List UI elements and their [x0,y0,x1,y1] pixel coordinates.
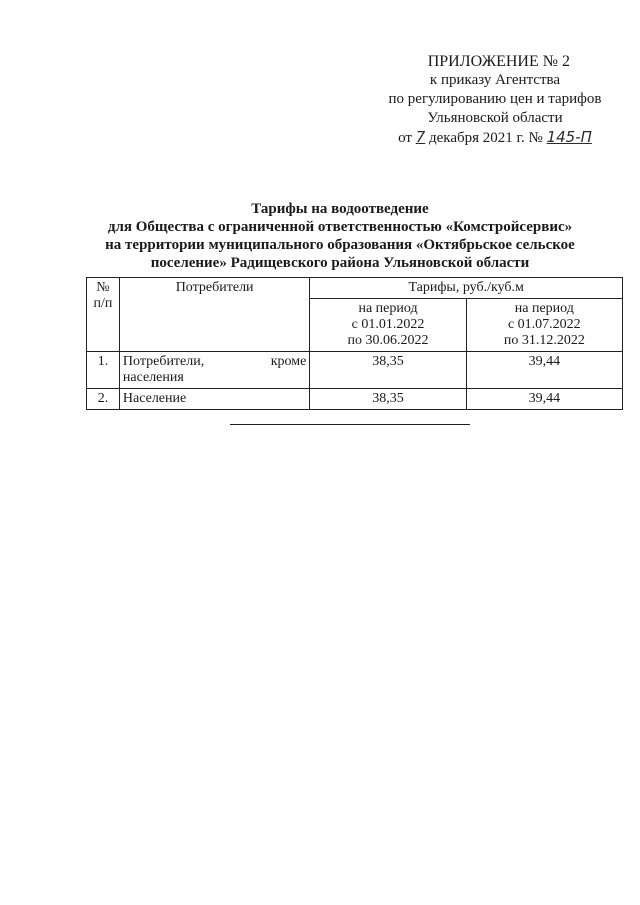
order-number: 145-П [546,128,592,146]
row-tariff-2: 39,44 [466,389,622,410]
table-row [87,389,623,410]
date-rest: декабря 2021 г. № [429,130,543,146]
appendix-header [380,52,610,148]
row-no: 2. [87,389,120,410]
period-1-label: на период [358,301,418,316]
appendix-line-2: по регулированию цен и тарифов [388,91,602,107]
table-row [87,352,623,389]
header-consumers: Потребители [119,278,309,352]
separator-line [230,424,470,425]
consumer-word-1: Потребители, [122,354,205,369]
date-prefix: от [398,130,412,146]
period-1-start: с 01.01.2022 [351,317,425,332]
title-line-2: для Общества с ограниченной ответственностью «Комстройсервис» [107,219,573,235]
date-day: 7 [415,128,426,146]
title-line-3: на территории муниципального образования «Октябрьское сельское [105,237,575,253]
table-header-row [87,278,623,299]
period-1-end: по 30.06.2022 [347,333,429,348]
order-date-line [380,128,610,148]
appendix-title: ПРИЛОЖЕНИЕ № 2 [427,53,570,70]
title-line-4: поселение» Радищевского района Ульяновской области [150,255,530,271]
row-tariff-2: 39,44 [466,352,622,389]
header-tariffs: Тарифы, руб./куб.м [310,278,623,299]
appendix-line-1: к приказу Агентства [429,72,561,88]
period-2-start: с 01.07.2022 [507,317,581,332]
consumer-word-2: кроме [270,354,307,369]
appendix-line-3: Ульяновской области [427,110,563,126]
row-no: 1. [87,352,120,389]
row-consumer: Население [119,389,309,410]
consumer-word-3: населения [122,370,184,385]
document-title [90,200,590,272]
header-period-2 [466,299,622,352]
row-consumer [119,352,309,389]
header-period-1 [310,299,466,352]
tariffs-table [86,277,623,410]
title-line-1: Тарифы на водоотведение [251,201,429,217]
row-tariff-1: 38,35 [310,352,466,389]
period-2-end: по 31.12.2022 [503,333,585,348]
header-no: № п/п [87,278,120,352]
row-tariff-1: 38,35 [310,389,466,410]
period-2-label: на период [514,301,574,316]
